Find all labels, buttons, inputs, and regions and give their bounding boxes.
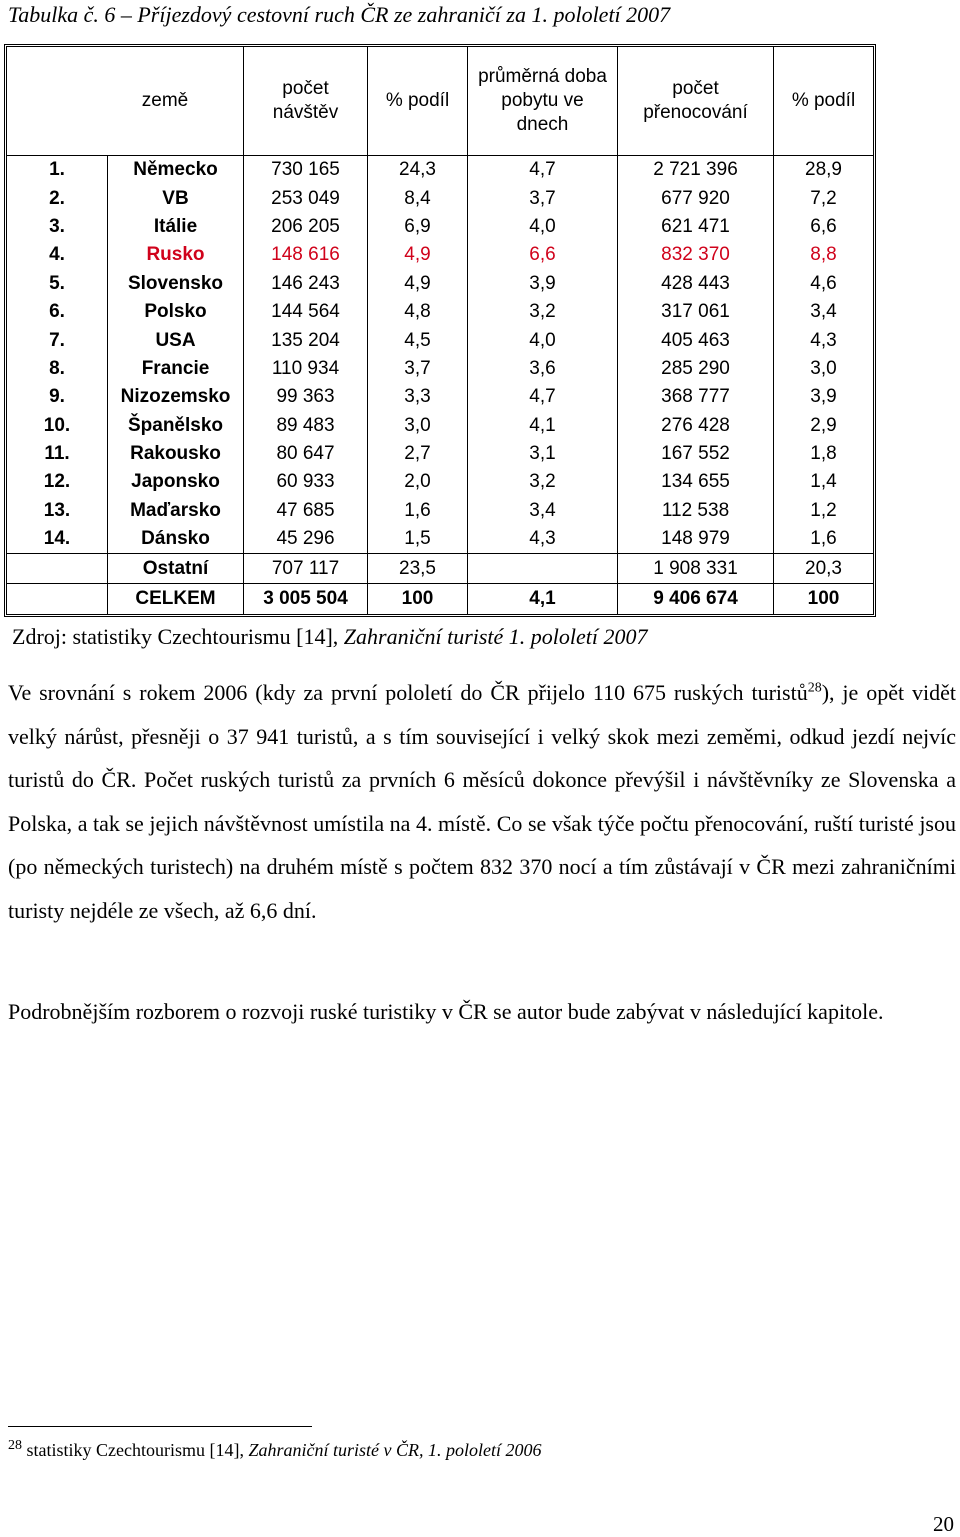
table-source	[12, 624, 648, 650]
row-share1: 3,0	[367, 412, 467, 440]
table-row	[7, 184, 873, 212]
row-country: Polsko	[107, 298, 243, 326]
table-row	[7, 468, 873, 496]
row-avg-stay: 3,6	[467, 355, 617, 383]
other-avg-stay	[467, 553, 617, 582]
row-rank: 6.	[49, 301, 65, 323]
row-nights: 428 443	[617, 270, 773, 298]
row-nights: 317 061	[617, 298, 773, 326]
other-share2: 20,3	[773, 553, 873, 582]
paragraph-1-part2: ), je opět vidět velký nárůst, přesněji o 37 941 turistů, a s tím související i velký skok mezi zeměmi, odkud jezdí nejvíc turistů do ČR. Počet ruských turistů za prvních 6 měsíců dokonce převýšil i návštěvníky ze Slovenska a Polska, a tak se jejich návštěvnost umístila na 4. místě. Co se však týče počtu přenocování, ruští turisté jsou (po německých turistech) na druhém místě s počtem 832 370 nocí a tím zůstávají v ČR mezi zahraničními turisty nejdéle ze všech, až 6,6 dní.	[8, 680, 956, 923]
row-nights: 285 290	[617, 355, 773, 383]
header-share2: % podíl	[773, 47, 873, 156]
row-share2: 8,8	[773, 241, 873, 269]
other-visits: 707 117	[243, 553, 367, 582]
total-avg-stay: 4,1	[467, 583, 617, 614]
other-country: Ostatní	[107, 553, 243, 582]
row-visits: 47 685	[243, 497, 367, 525]
table-row	[7, 298, 873, 326]
row-avg-stay: 3,2	[467, 468, 617, 496]
row-share2: 7,2	[773, 184, 873, 212]
row-share2: 4,6	[773, 270, 873, 298]
row-nights: 148 979	[617, 525, 773, 553]
row-rank: 1.	[49, 159, 65, 181]
table-row	[7, 326, 873, 354]
row-share2: 28,9	[773, 156, 873, 184]
row-visits: 89 483	[243, 412, 367, 440]
table-header-row	[7, 47, 873, 156]
row-share1: 2,7	[367, 440, 467, 468]
row-rank: 12.	[43, 471, 71, 493]
row-rank: 7.	[49, 329, 65, 351]
row-share1: 3,3	[367, 383, 467, 411]
total-visits: 3 005 504	[243, 583, 367, 614]
row-avg-stay: 3,4	[467, 497, 617, 525]
row-nights: 276 428	[617, 412, 773, 440]
footnote-number: 28	[8, 1438, 22, 1453]
other-rank-empty	[7, 553, 107, 582]
row-visits: 148 616	[243, 241, 367, 269]
other-row	[7, 553, 873, 582]
paragraph-2: Podrobnějším rozborem o rozvoji ruské turistiky v ČR se autor bude zabývat v následující kapitole.	[8, 999, 884, 1024]
total-rank-empty	[7, 583, 107, 614]
row-share2: 3,4	[773, 298, 873, 326]
row-share2: 3,9	[773, 383, 873, 411]
row-share1: 4,5	[367, 326, 467, 354]
row-nights: 405 463	[617, 326, 773, 354]
table-row	[7, 412, 873, 440]
row-avg-stay: 4,7	[467, 383, 617, 411]
row-country: USA	[107, 326, 243, 354]
row-rank: 11.	[44, 443, 70, 465]
paragraph-1-part1: Ve srovnání s rokem 2006 (kdy za první pololetí do ČR přijelo 110 675 ruských turistů	[8, 680, 808, 705]
row-avg-stay: 4,1	[467, 412, 617, 440]
row-nights: 832 370	[617, 241, 773, 269]
row-avg-stay: 3,1	[467, 440, 617, 468]
other-share1: 23,5	[367, 553, 467, 582]
row-share1: 4,8	[367, 298, 467, 326]
other-nights: 1 908 331	[617, 553, 773, 582]
row-share2: 1,2	[773, 497, 873, 525]
row-rank: 2.	[49, 187, 65, 209]
row-visits: 146 243	[243, 270, 367, 298]
row-visits: 80 647	[243, 440, 367, 468]
table-row	[7, 213, 873, 241]
table-row	[7, 440, 873, 468]
row-country: Rakousko	[107, 440, 243, 468]
total-row	[7, 583, 873, 614]
header-nights: počet přenocování	[617, 47, 773, 156]
row-rank: 14.	[43, 528, 71, 550]
row-visits: 730 165	[243, 156, 367, 184]
row-share2: 1,6	[773, 525, 873, 553]
row-visits: 206 205	[243, 213, 367, 241]
tourism-table-container	[4, 44, 876, 617]
row-share2: 2,9	[773, 412, 873, 440]
row-avg-stay: 4,3	[467, 525, 617, 553]
row-visits: 45 296	[243, 525, 367, 553]
row-rank: 8.	[49, 357, 65, 379]
row-visits: 253 049	[243, 184, 367, 212]
total-country: CELKEM	[107, 583, 243, 614]
row-visits: 60 933	[243, 468, 367, 496]
source-title: Zahraniční turisté 1. pololetí 2007	[343, 624, 648, 649]
total-share2: 100	[773, 583, 873, 614]
row-avg-stay: 4,7	[467, 156, 617, 184]
footnote-separator	[8, 1426, 312, 1427]
row-avg-stay: 3,7	[467, 184, 617, 212]
row-visits: 99 363	[243, 383, 367, 411]
row-nights: 167 552	[617, 440, 773, 468]
row-share2: 4,3	[773, 326, 873, 354]
row-country: Dánsko	[107, 525, 243, 553]
row-nights: 112 538	[617, 497, 773, 525]
row-country: Německo	[107, 156, 243, 184]
footnote-ref: 28	[807, 680, 822, 696]
row-share1: 4,9	[367, 270, 467, 298]
row-country: Slovensko	[107, 270, 243, 298]
table-row	[7, 156, 873, 184]
row-nights: 677 920	[617, 184, 773, 212]
row-avg-stay: 6,6	[467, 241, 617, 269]
footnote-title: Zahraniční turisté v ČR, 1. pololetí 2006	[248, 1440, 542, 1460]
row-share1: 1,6	[367, 497, 467, 525]
row-country: Itálie	[107, 213, 243, 241]
row-country: Maďarsko	[107, 497, 243, 525]
row-nights: 2 721 396	[617, 156, 773, 184]
row-rank: 3.	[49, 215, 65, 237]
row-nights: 368 777	[617, 383, 773, 411]
row-share1: 6,9	[367, 213, 467, 241]
row-country: Nizozemsko	[107, 383, 243, 411]
row-share1: 24,3	[367, 156, 467, 184]
row-share1: 1,5	[367, 525, 467, 553]
total-nights: 9 406 674	[617, 583, 773, 614]
header-country: země	[7, 47, 243, 156]
row-rank: 4.	[49, 244, 65, 266]
row-share1: 3,7	[367, 355, 467, 383]
page-number: 20	[933, 1512, 954, 1536]
tourism-table	[4, 44, 876, 617]
source-prefix: Zdroj: statistiky Czechtourismu [14],	[12, 624, 344, 649]
row-country: Rusko	[107, 241, 243, 269]
row-country: Španělsko	[107, 412, 243, 440]
row-visits: 144 564	[243, 298, 367, 326]
row-nights: 621 471	[617, 213, 773, 241]
table-row	[7, 525, 873, 553]
footnote	[8, 1440, 541, 1461]
row-share2: 3,0	[773, 355, 873, 383]
row-rank: 5.	[49, 272, 65, 294]
row-share1: 2,0	[367, 468, 467, 496]
row-avg-stay: 4,0	[467, 213, 617, 241]
row-share1: 4,9	[367, 241, 467, 269]
total-share1: 100	[367, 583, 467, 614]
row-avg-stay: 4,0	[467, 326, 617, 354]
paragraph-1	[8, 671, 956, 933]
header-avg-stay: průměrná doba pobytu ve dnech	[467, 47, 617, 156]
row-visits: 110 934	[243, 355, 367, 383]
row-country: Japonsko	[107, 468, 243, 496]
table-row	[7, 383, 873, 411]
row-rank: 13.	[43, 499, 71, 521]
row-avg-stay: 3,2	[467, 298, 617, 326]
row-rank: 10.	[43, 414, 71, 436]
row-share2: 1,8	[773, 440, 873, 468]
footnote-prefix: statistiky Czechtourismu [14],	[22, 1440, 249, 1460]
row-country: VB	[107, 184, 243, 212]
table-caption: Tabulka č. 6 – Příjezdový cestovní ruch ČR ze zahraničí za 1. pololetí 2007	[8, 2, 671, 27]
table-row	[7, 241, 873, 269]
header-share1: % podíl	[367, 47, 467, 156]
row-visits: 135 204	[243, 326, 367, 354]
row-rank: 9.	[49, 386, 65, 408]
table-row	[7, 497, 873, 525]
table-row	[7, 355, 873, 383]
row-avg-stay: 3,9	[467, 270, 617, 298]
table-row	[7, 270, 873, 298]
header-visits: počet návštěv	[243, 47, 367, 156]
row-nights: 134 655	[617, 468, 773, 496]
row-share2: 1,4	[773, 468, 873, 496]
row-country: Francie	[107, 355, 243, 383]
row-share2: 6,6	[773, 213, 873, 241]
row-share1: 8,4	[367, 184, 467, 212]
